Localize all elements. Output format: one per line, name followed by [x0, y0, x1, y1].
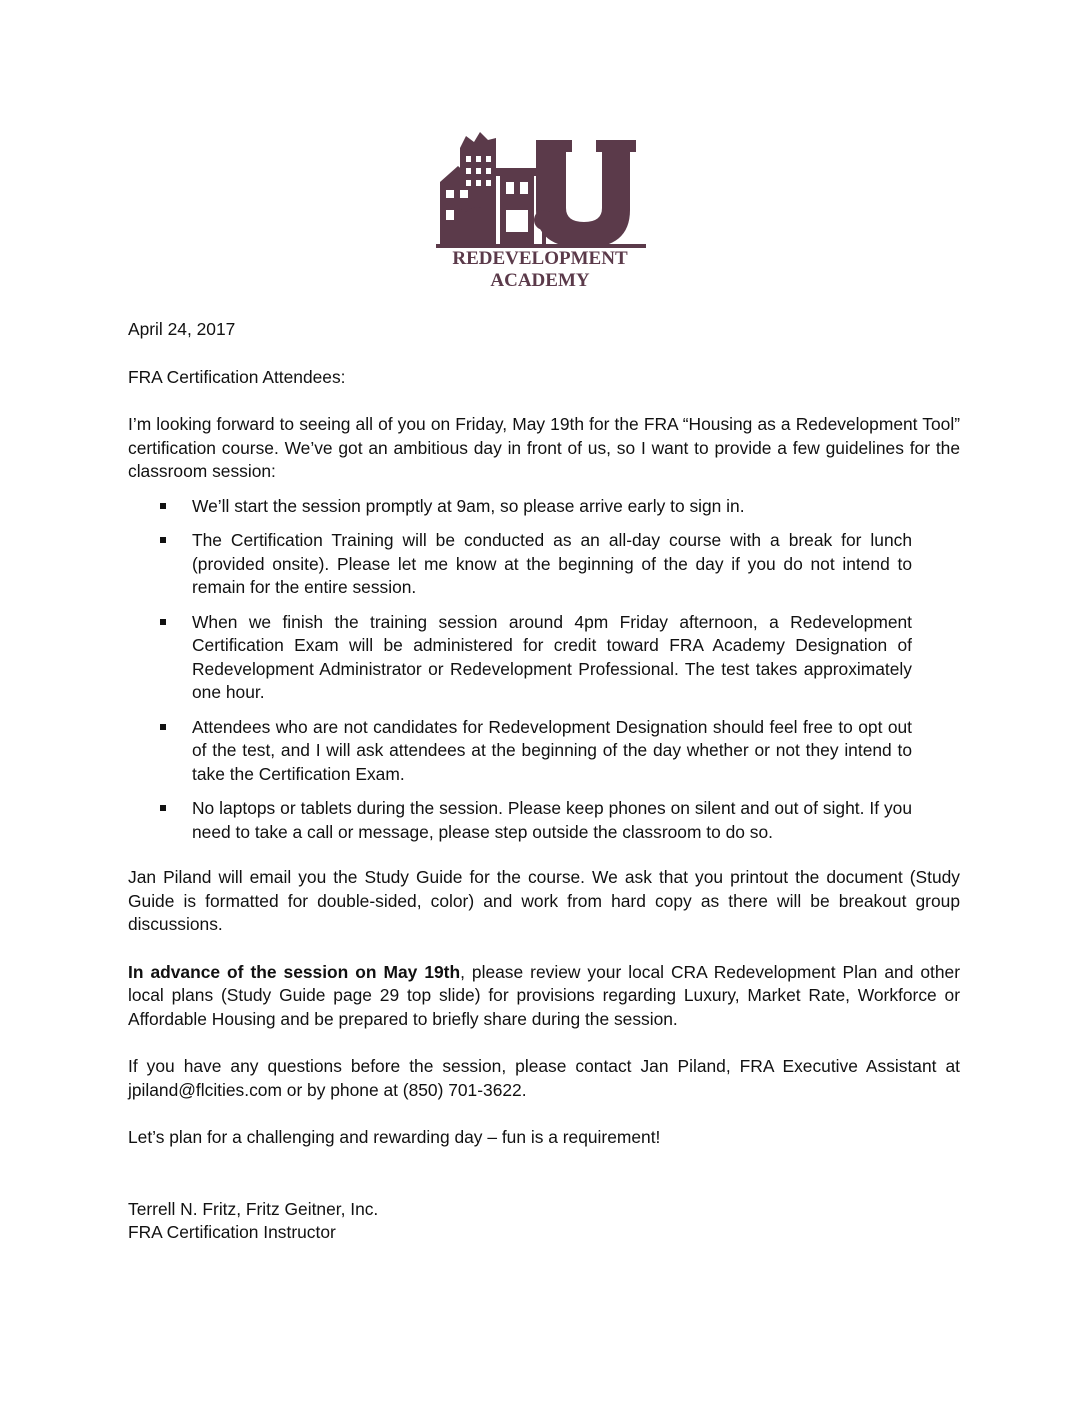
guideline-text: Attendees who are not candidates for Redevelopment Designation should feel free to opt out of the test, and I will ask attendees at the beginning of the day whether or not they intend to take the Certification Exam.: [192, 716, 912, 784]
advance-paragraph: [128, 961, 960, 1032]
list-item: [128, 611, 912, 705]
letter-date: April 24, 2017: [128, 319, 236, 339]
advance-emphasis: In advance of the session on May 19th: [128, 961, 461, 982]
redevelopment-academy-logo: [436, 130, 652, 294]
intro-paragraph: I’m looking forward to seeing all of you on Friday, May 19th for the FRA “Housing as a Redevelopment Tool” certification course. We’ve got an ambitious day in front of us, so I want to provide a few guidelines for the classroom session:: [128, 414, 960, 481]
letter-salutation: FRA Certification Attendees:: [128, 366, 346, 387]
guideline-text: We’ll start the session promptly at 9am, so please arrive early to sign in.: [192, 495, 745, 516]
list-item: [128, 495, 912, 519]
square-bullet-icon: [160, 537, 166, 543]
signature-name: Terrell N. Fritz, Fritz Geitner, Inc.: [128, 1198, 379, 1219]
signature-title: FRA Certification Instructor: [128, 1222, 336, 1242]
square-bullet-icon: [160, 619, 166, 625]
guidelines-list: [128, 495, 912, 845]
list-item: [128, 716, 912, 787]
list-item: [128, 797, 912, 844]
square-bullet-icon: [160, 503, 166, 509]
guideline-text: The Certification Training will be conducted as an all-day course with a break for lunch (provided onsite). Please let me know at the beginning of the day if you do not intend to remain for the entire session.: [192, 530, 912, 597]
logo-line-2: ACADEMY: [490, 270, 590, 291]
questions-paragraph: If you have any questions before the session, please contact Jan Piland, FRA Executive Assistant at jpiland@flcities.com or by phone at (850) 701-3622.: [128, 1056, 960, 1100]
closing-line: Let’s plan for a challenging and rewarding day – fun is a requirement!: [128, 1127, 661, 1147]
letter-body: [128, 318, 960, 1245]
advance-text: , please review your local CRA Redevelopment Plan and other local plans (Study Guide page 29 top slide) for provisions regarding Luxury, Market Rate, Workforce or Affordable Housing and be prepared to briefly share during the session.: [128, 961, 960, 1029]
guideline-text: When we finish the training session around 4pm Friday afternoon, a Redevelopment Certification Exam will be administered for credit toward FRA Academy Designation of Redevelopment Administrator or Redevelopment Professional. The test takes approximately one hour.: [192, 611, 912, 702]
square-bullet-icon: [160, 724, 166, 730]
guideline-text: No laptops or tablets during the session. Please keep phones on silent and out of sight. If you need to take a call or message, please step outside the classroom to do so.: [192, 798, 912, 842]
list-item: [128, 529, 912, 600]
logo-line-1: REDEVELOPMENT: [452, 248, 628, 269]
logo-graphic: [436, 130, 652, 294]
square-bullet-icon: [160, 805, 166, 811]
study-guide-paragraph: Jan Piland will email you the Study Guide for the course. We ask that you printout the document (Study Guide is formatted for double-sided, color) and work from hard copy as there will be breakout group discussions.: [128, 867, 960, 934]
